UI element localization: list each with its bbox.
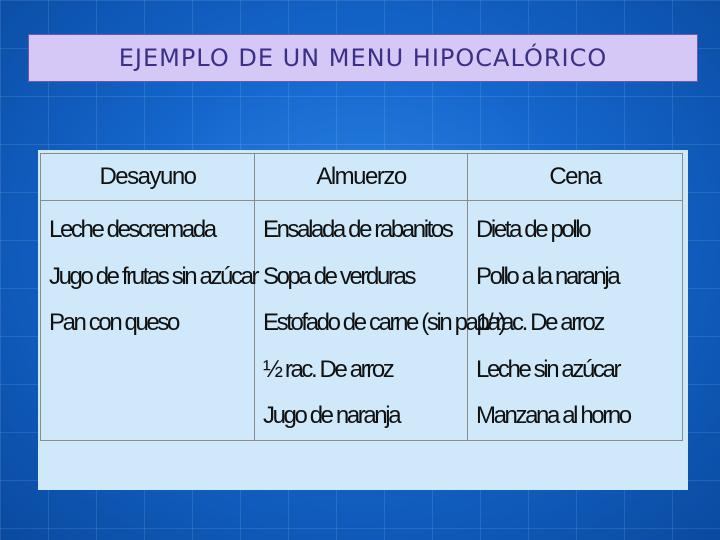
- header-desayuno: Desayuno: [41, 154, 255, 201]
- almuerzo-cell: [255, 201, 504, 441]
- menu-table: [40, 153, 683, 441]
- list-item: 1/ rac. De arroz: [476, 309, 603, 336]
- list-item: Leche descremada: [49, 216, 215, 243]
- list-item: Manzana al horno: [476, 402, 630, 429]
- slide-title: EJEMPLO DE UN MENU HIPOCALÓRICO: [118, 44, 608, 72]
- desayuno-cell: [41, 201, 258, 441]
- list-item: Sopa de verduras: [263, 262, 415, 290]
- desayuno-list: [41, 201, 258, 347]
- slide-title-box: [28, 34, 698, 82]
- cena-list: [468, 201, 682, 440]
- almuerzo-list: [255, 201, 504, 440]
- menu-header-row: [41, 154, 683, 201]
- menu-panel: [38, 150, 688, 490]
- list-item: Dieta de pollo: [476, 216, 590, 243]
- header-almuerzo: Almuerzo: [255, 154, 468, 201]
- list-item: Leche sin azúcar: [476, 355, 620, 383]
- header-cena: Cena: [468, 154, 683, 201]
- cena-cell: [468, 201, 683, 441]
- menu-body-row: [41, 201, 683, 441]
- list-item: Estofado de carne (sin papa): [263, 309, 504, 336]
- list-item: Jugo de naranja: [263, 402, 400, 429]
- list-item: Pollo a la naranja: [476, 262, 619, 290]
- list-item: ½ rac. De arroz: [263, 355, 393, 383]
- list-item: Pan con queso: [49, 309, 178, 336]
- list-item: Ensalada de rabanitos: [263, 216, 452, 243]
- list-item: Jugo de frutas sin azúcar: [49, 262, 258, 290]
